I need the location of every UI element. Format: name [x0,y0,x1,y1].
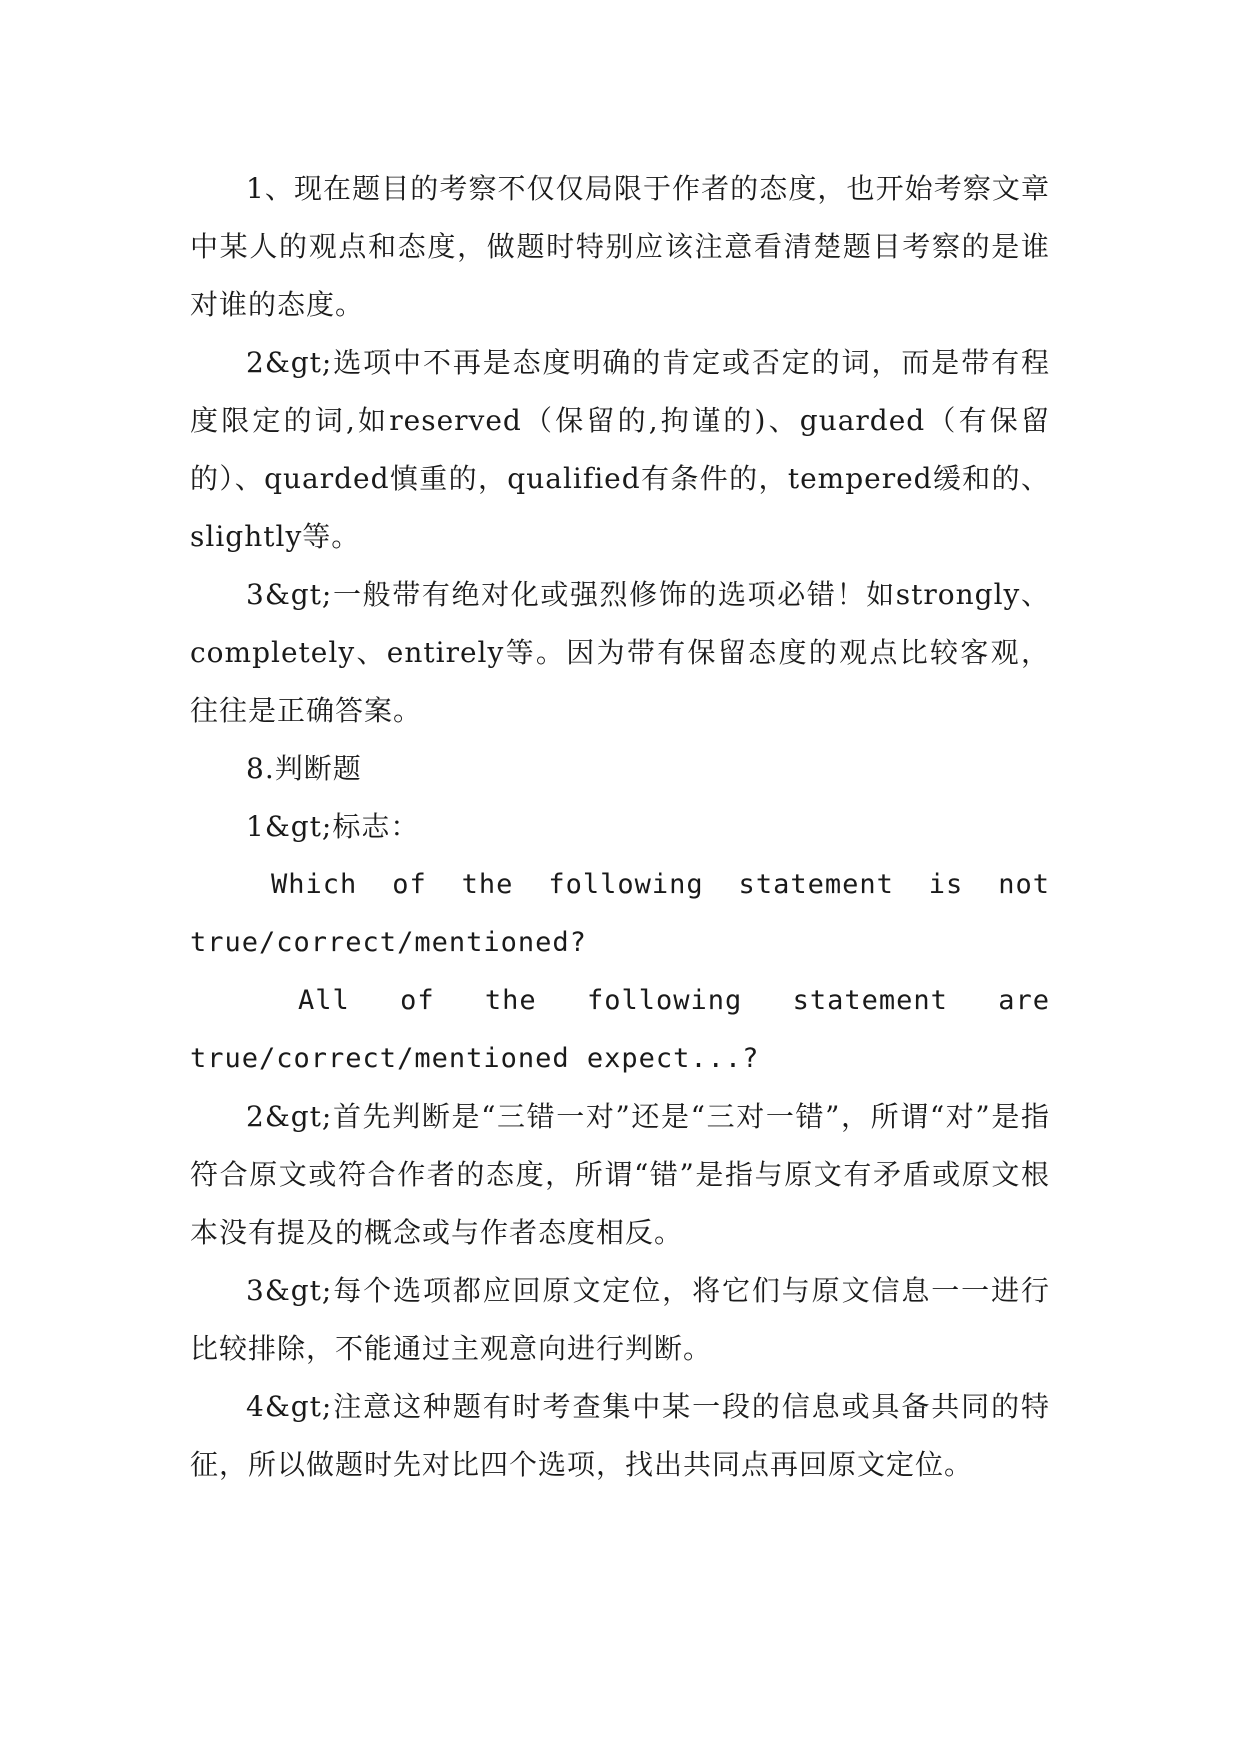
paragraph-signal-question-1: Which of the following statement is not true/correct/mentioned? [190,869,1050,958]
document-body [190,160,1050,1494]
paragraph-degree-words: 2&gt;选项中不再是态度明确的肯定或否定的词，而是带有程度限定的词,如reserved（保留的,拘谨的)、guarded（有保留的）、quarded慎重的，qualified有条件的，tempered缓和的、slightly等。 [190,346,1050,553]
paragraph-signal-label: 1&gt;标志： [246,810,420,843]
paragraph-absolute-options: 3&gt;一般带有绝对化或强烈修饰的选项必错！如strongly、completely、entirely等。因为带有保留态度的观点比较客观，往往是正确答案。 [190,578,1050,727]
paragraph-common-features: 4&gt;注意这种题有时考查集中某一段的信息或具备共同的特征，所以做题时先对比四个选项，找出共同点再回原文定位。 [190,1390,1050,1481]
paragraph-right-wrong-judgment: 2&gt;首先判断是“三错一对”还是“三对一错”，所谓“对”是指符合原文或符合作者的态度，所谓“错”是指与原文有矛盾或原文根本没有提及的概念或与作者态度相反。 [190,1100,1050,1249]
section-heading-judgment: 8.判断题 [246,752,362,785]
paragraph-signal-question-2: All of the following statement are true/correct/mentioned expect...? [190,985,1050,1074]
paragraph-attitude-scope: 1、现在题目的考察不仅仅局限于作者的态度，也开始考察文章中某人的观点和态度，做题时特别应该注意看清楚题目考察的是谁对谁的态度。 [190,172,1050,321]
paragraph-locate-compare: 3&gt;每个选项都应回原文定位，将它们与原文信息一一进行比较排除，不能通过主观意向进行判断。 [190,1274,1050,1365]
